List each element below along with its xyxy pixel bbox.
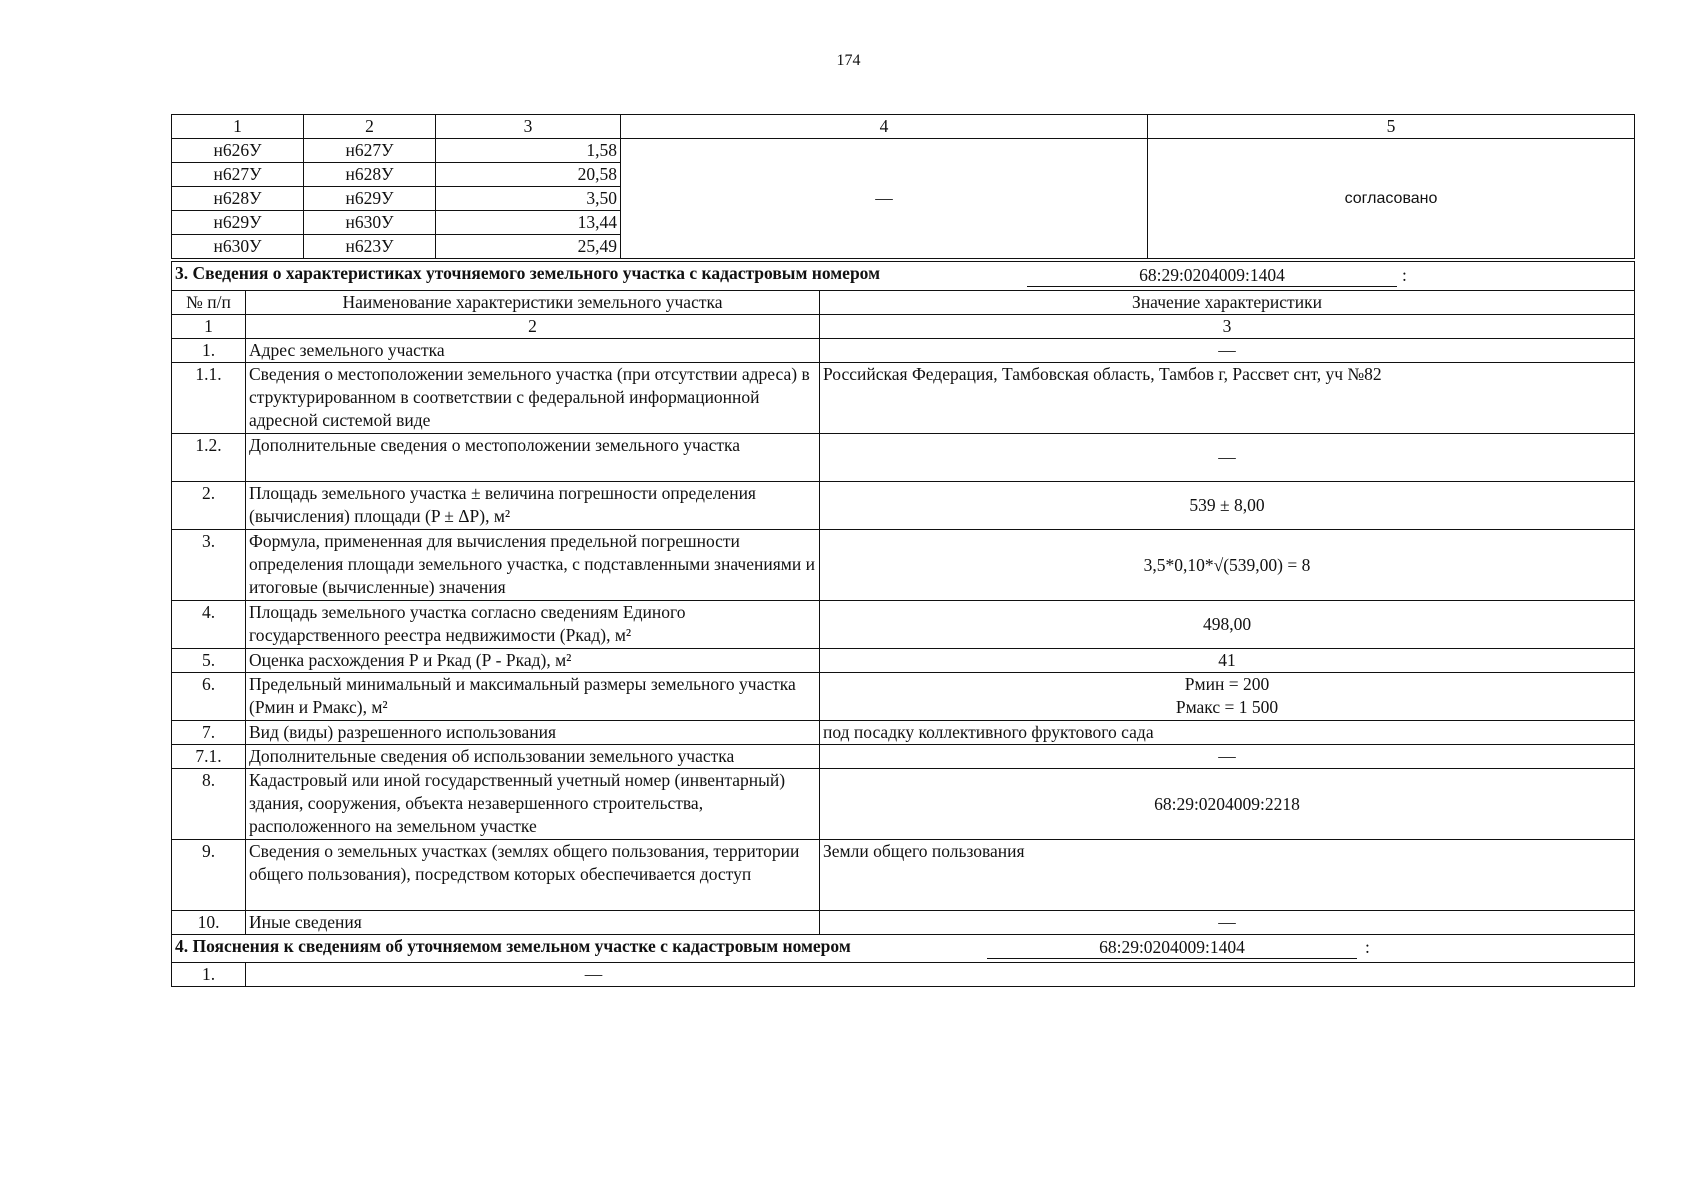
point-to: н628У — [304, 163, 436, 187]
section-3-colon: : — [1402, 265, 1407, 285]
column-header: 3 — [436, 115, 621, 139]
characteristic-name: Иные сведения — [246, 911, 820, 935]
table-row — [172, 649, 1635, 673]
column-header: 5 — [1148, 115, 1635, 139]
row-number: 1. — [172, 963, 246, 987]
column-header: 2 — [304, 115, 436, 139]
point-to: н623У — [304, 235, 436, 259]
section-4-header — [172, 935, 1635, 963]
agreement-status: согласовано — [1148, 139, 1635, 259]
table-header-row — [172, 115, 1635, 139]
table-header-row — [172, 291, 1635, 315]
explanation-value — [246, 963, 1635, 987]
section-4-colon: : — [1365, 937, 1370, 957]
column-header: 4 — [621, 115, 1148, 139]
table-row — [172, 530, 1635, 601]
column-header-name: Наименование характеристики земельного участка — [246, 291, 820, 315]
section-3-cadastral-number: 68:29:0204009:1404 — [1027, 264, 1397, 287]
row-number: 7. — [172, 721, 246, 745]
max-size-value: Рмакс = 1 500 — [1175, 697, 1279, 717]
row-number: 9. — [172, 840, 246, 911]
characteristic-value: под посадку коллективного фруктового сада — [820, 721, 1635, 745]
characteristic-name: Предельный минимальный и максимальный размеры земельного участка (Рмин и Рмакс), м² — [246, 673, 820, 721]
boundary-segments-table — [171, 114, 1635, 259]
table-row — [172, 911, 1635, 935]
row-number: 1.1. — [172, 363, 246, 434]
characteristic-name: Площадь земельного участка ± величина погрешности определения (вычисления) площади (P ± ΔP), м² — [246, 482, 820, 530]
column-4-value: — — [621, 139, 1148, 259]
segment-length: 13,44 — [436, 211, 621, 235]
explanation-text: — — [584, 964, 603, 984]
table-row — [172, 434, 1635, 482]
point-from: н626У — [172, 139, 304, 163]
characteristic-value: 41 — [820, 649, 1635, 673]
table-row — [172, 721, 1635, 745]
row-number: 1.2. — [172, 434, 246, 482]
row-number: 7.1. — [172, 745, 246, 769]
characteristic-value: Земли общего пользования — [820, 840, 1635, 911]
segment-length: 1,58 — [436, 139, 621, 163]
point-to: н627У — [304, 139, 436, 163]
characteristic-name: Адрес земельного участка — [246, 339, 820, 363]
table-header-numbers-row — [172, 315, 1635, 339]
min-size-value: Рмин = 200 — [1184, 674, 1270, 694]
row-number: 10. — [172, 911, 246, 935]
characteristic-value: 539 ± 8,00 — [820, 482, 1635, 530]
characteristic-name: Сведения о местоположении земельного участка (при отсутствии адреса) в структурированном в соответствии с федеральной информационной адресной системой виде — [246, 363, 820, 434]
characteristic-name: Дополнительные сведения о местоположении земельного участка — [246, 434, 820, 482]
row-number: 1. — [172, 339, 246, 363]
section-3-header — [172, 262, 1635, 291]
characteristic-value: 68:29:0204009:2218 — [820, 769, 1635, 840]
table-row — [172, 840, 1635, 911]
table-row — [172, 482, 1635, 530]
table-row — [172, 673, 1635, 721]
point-from: н629У — [172, 211, 304, 235]
characteristic-name: Дополнительные сведения об использовании земельного участка — [246, 745, 820, 769]
table-row — [172, 745, 1635, 769]
point-from: н627У — [172, 163, 304, 187]
section-4-cadastral-number: 68:29:0204009:1404 — [987, 936, 1357, 959]
column-number: 2 — [246, 315, 820, 339]
table-row — [172, 339, 1635, 363]
point-from: н628У — [172, 187, 304, 211]
characteristic-name: Вид (виды) разрешенного использования — [246, 721, 820, 745]
section-3-title: 3. Сведения о характеристиках уточняемого земельного участка с кадастровым номером — [175, 263, 881, 283]
row-number: 3. — [172, 530, 246, 601]
segment-length: 3,50 — [436, 187, 621, 211]
characteristic-value: — — [820, 911, 1635, 935]
table-row — [172, 963, 1635, 987]
characteristic-name: Оценка расхождения Р и Ркад (Р - Ркад), м² — [246, 649, 820, 673]
segment-length: 25,49 — [436, 235, 621, 259]
page-number: 174 — [836, 52, 861, 69]
point-from: н630У — [172, 235, 304, 259]
point-to: н630У — [304, 211, 436, 235]
point-to: н629У — [304, 187, 436, 211]
table-row — [172, 139, 1635, 163]
section-4-title: 4. Пояснения к сведениям об уточняемом земельном участке с кадастровым номером — [175, 936, 851, 956]
column-number: 1 — [172, 315, 246, 339]
characteristic-value: Российская Федерация, Тамбовская область, Тамбов г, Рассвет снт, уч №82 — [820, 363, 1635, 434]
row-number: 6. — [172, 673, 246, 721]
table-row — [172, 363, 1635, 434]
characteristic-value: — — [820, 339, 1635, 363]
characteristic-value: — — [820, 434, 1635, 482]
column-number: 3 — [820, 315, 1635, 339]
characteristic-value: 498,00 — [820, 601, 1635, 649]
row-number: 5. — [172, 649, 246, 673]
characteristic-name: Площадь земельного участка согласно сведениям Единого государственного реестра недвижимости (Ркад), м² — [246, 601, 820, 649]
column-header-number: № п/п — [172, 291, 246, 315]
table-row — [172, 601, 1635, 649]
column-header: 1 — [172, 115, 304, 139]
segment-length: 20,58 — [436, 163, 621, 187]
table-row — [172, 769, 1635, 840]
characteristic-value: 3,5*0,10*√(539,00) = 8 — [820, 530, 1635, 601]
characteristic-value — [820, 673, 1635, 721]
characteristic-value: — — [820, 745, 1635, 769]
row-number: 2. — [172, 482, 246, 530]
row-number: 8. — [172, 769, 246, 840]
characteristic-name: Формула, примененная для вычисления предельной погрешности определения площади земельного участка, с подставленными значениями и итоговые (вычисленные) значения — [246, 530, 820, 601]
row-number: 4. — [172, 601, 246, 649]
characteristic-name: Кадастровый или иной государственный учетный номер (инвентарный) здания, сооружения, объекта незавершенного строительства, расположенного на земельном участке — [246, 769, 820, 840]
column-header-value: Значение характеристики — [820, 291, 1635, 315]
characteristic-name: Сведения о земельных участках (землях общего пользования, территории общего пользования), посредством которых обеспечивается доступ — [246, 840, 820, 911]
characteristics-table — [171, 261, 1635, 987]
